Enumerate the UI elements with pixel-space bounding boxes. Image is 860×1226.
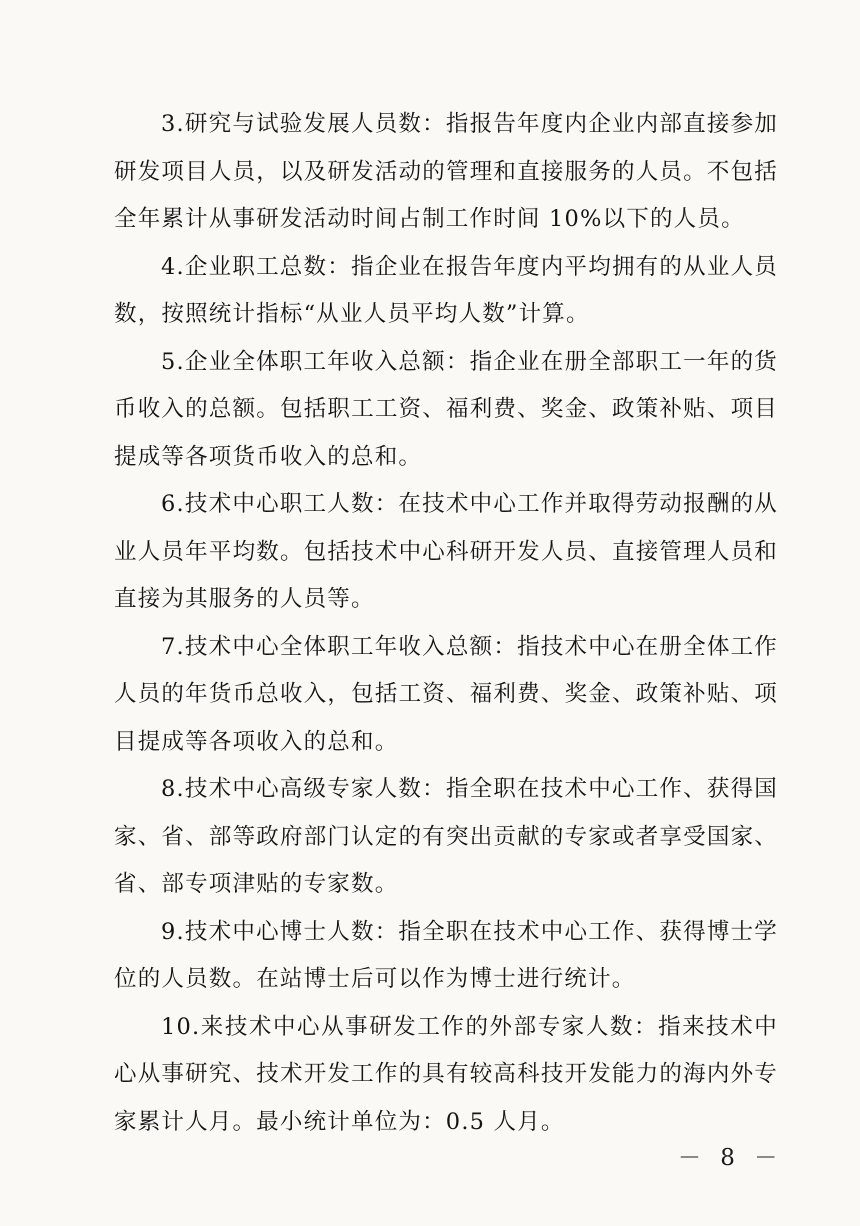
paragraph-item-8: 8.技术中心高级专家人数：指全职在技术中心工作、获得国家、省、部等政府部门认定的有突出贡献的专家或者享受国家、省、部专项津贴的专家数。 — [114, 776, 778, 897]
paragraph-item-5: 5.企业全体职工年收入总额：指企业在册全部职工一年的货币收入的总额。包括职工工资、福利费、奖金、政策补贴、项目提成等各项货币收入的总和。 — [114, 348, 778, 470]
paragraph-item-7: 7.技术中心全体职工年收入总额：指技术中心在册全体工作人员的年货币总收入，包括工资、福利费、奖金、政策补贴、项目提成等各项收入的总和。 — [114, 633, 778, 755]
paragraph-item-3: 3.研究与试验发展人员数：指报告年度内企业内部直接参加研发项目人员，以及研发活动的管理和直接服务的人员。不包括全年累计从事研发活动时间占制工作时间 10%以下的人员。 — [114, 111, 778, 232]
paragraph-item-6: 6.技术中心职工人数：在技术中心工作并取得劳动报酬的从业人员年平均数。包括技术中心科研开发人员、直接管理人员和直接为其服务的人员等。 — [114, 491, 778, 612]
document-body — [114, 101, 778, 1146]
paragraph-item-4: 4.企业职工总数：指企业在报告年度内平均拥有的从业人员数，按照统计指标“从业人员平均人数”计算。 — [114, 253, 778, 327]
paragraph-item-10: 10.来技术中心从事研发工作的外部专家人数：指来技术中心从事研究、技术开发工作的具有较高科技开发能力的海内外专家累计人月。最小统计单位为：0.5 人月。 — [114, 1013, 778, 1135]
paragraph-item-9: 9.技术中心博士人数：指全职在技术中心工作、获得博士学位的人员数。在站博士后可以作为博士进行统计。 — [114, 918, 778, 992]
page-number: － 8 － — [678, 1145, 784, 1171]
